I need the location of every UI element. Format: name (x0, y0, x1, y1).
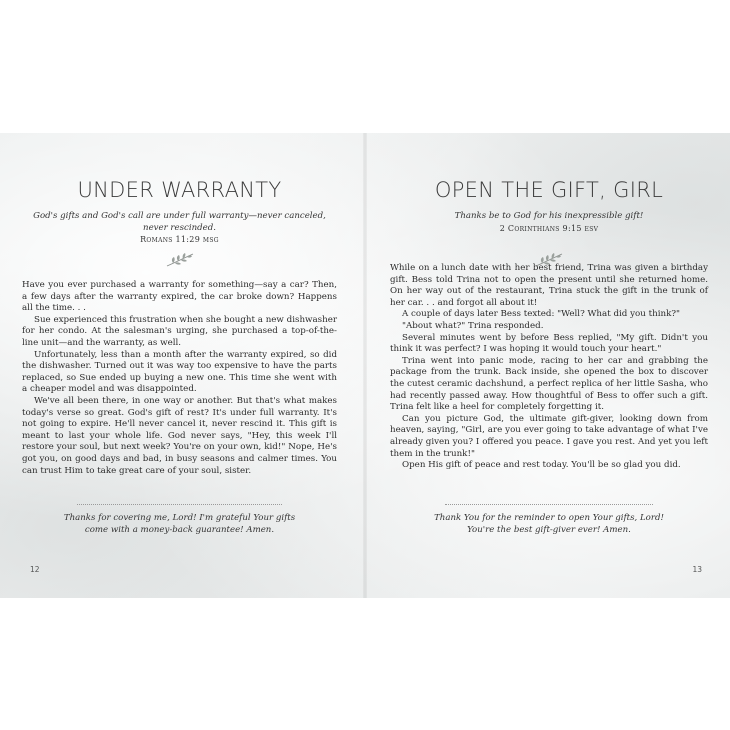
book-gutter (363, 133, 367, 598)
dotted-divider (77, 504, 282, 505)
book-spread (0, 133, 730, 598)
paragraph: A couple of days later Bess texted: "Well? What did you think?" (402, 309, 680, 320)
closing-prayer: Thanks for covering me, Lord! I'm grateful Your gifts come with a money-back guarantee! Amen. (63, 513, 296, 535)
verse-text: God's gifts and God's call are under full warranty—never canceled, never rescinded. (33, 211, 326, 233)
paragraph: Trina went into panic mode, racing to her car and grabbing the package from the trunk. Back inside, she opened the box to discover the cutest ceramic dachshund, a perfect replica of her little Sasha, who had recently passed away. How thoughtful of Bess to offer such a gift. Trina felt like a heel for completely forgetting it. (390, 355, 708, 413)
right-page (390, 133, 708, 598)
page-title: UNDER WARRANTY (77, 178, 282, 202)
scripture-verse (22, 211, 337, 246)
scripture-verse (390, 211, 708, 234)
leaf-sprig-icon (164, 250, 196, 270)
body-text (390, 263, 708, 472)
paragraph: Have you ever purchased a warranty for something—say a car? Then, a few days after the warranty expired, the car broke down? Happens all the time. . . (22, 280, 337, 314)
verse-reference: 2 Corinthians 9:15 esv (499, 223, 599, 233)
page-number: 12 (30, 565, 40, 574)
paragraph: Several minutes went by before Bess replied, "My gift. Didn't you think it was perfect? I was hoping it would touch your heart." (390, 332, 708, 355)
paragraph: We've all been there, in one way or another. But that's what makes today's verse so great. God's gift of rest? It's under full warranty. It's not going to expire. He'll never cancel it, never rescind it. This gift is meant to last your whole life. God never says, "Hey, this week I'll restore your soul, but next week? You're on your own, kid!" Nope, He's got you, on good days and bad, in busy seasons and calmer times. You can trust Him to take great care of your soul, sister. (22, 395, 337, 476)
verse-text: Thanks be to God for his inexpressible gift! (454, 211, 644, 221)
paragraph: Unfortunately, less than a month after the warranty expired, so did the dishwasher. Turned out it was way too expensive to have the parts replaced, so Sue ended up buying a new one. This time she went with a cheaper model and was disappointed. (22, 349, 337, 395)
paragraph: Sue experienced this frustration when she bought a new dishwasher for her condo. At the salesman's urging, she purchased a top-of-the-line unit—and the warranty, as well. (22, 314, 337, 348)
left-page (22, 133, 337, 598)
paragraph: While on a lunch date with her best friend, Trina was given a birthday gift. Bess told Trina not to open the present until she returned home. On her way out of the restaurant, Trina stuck the gift in the trunk of her car. . . and forgot all about it! (390, 263, 708, 308)
paragraph: Open His gift of peace and rest today. You'll be so glad you did. (402, 460, 681, 471)
closing-prayer: Thank You for the reminder to open Your gifts, Lord! You're the best gift-giver ever! Amen. (434, 513, 664, 535)
dotted-divider (445, 504, 653, 505)
page-number: 13 (692, 565, 702, 574)
page-title: OPEN THE GIFT, GIRL (434, 178, 664, 202)
paragraph: "About what?" Trina responded. (402, 320, 544, 331)
body-text (22, 280, 337, 477)
paragraph: Can you picture God, the ultimate gift-giver, looking down from heaven, saying, "Girl, are you ever going to take advantage of what I've already given you? I offered you peace. I gave you rest. And yet you left them in the trunk!" (390, 413, 708, 459)
verse-reference: Romans 11:29 msg (140, 235, 219, 244)
